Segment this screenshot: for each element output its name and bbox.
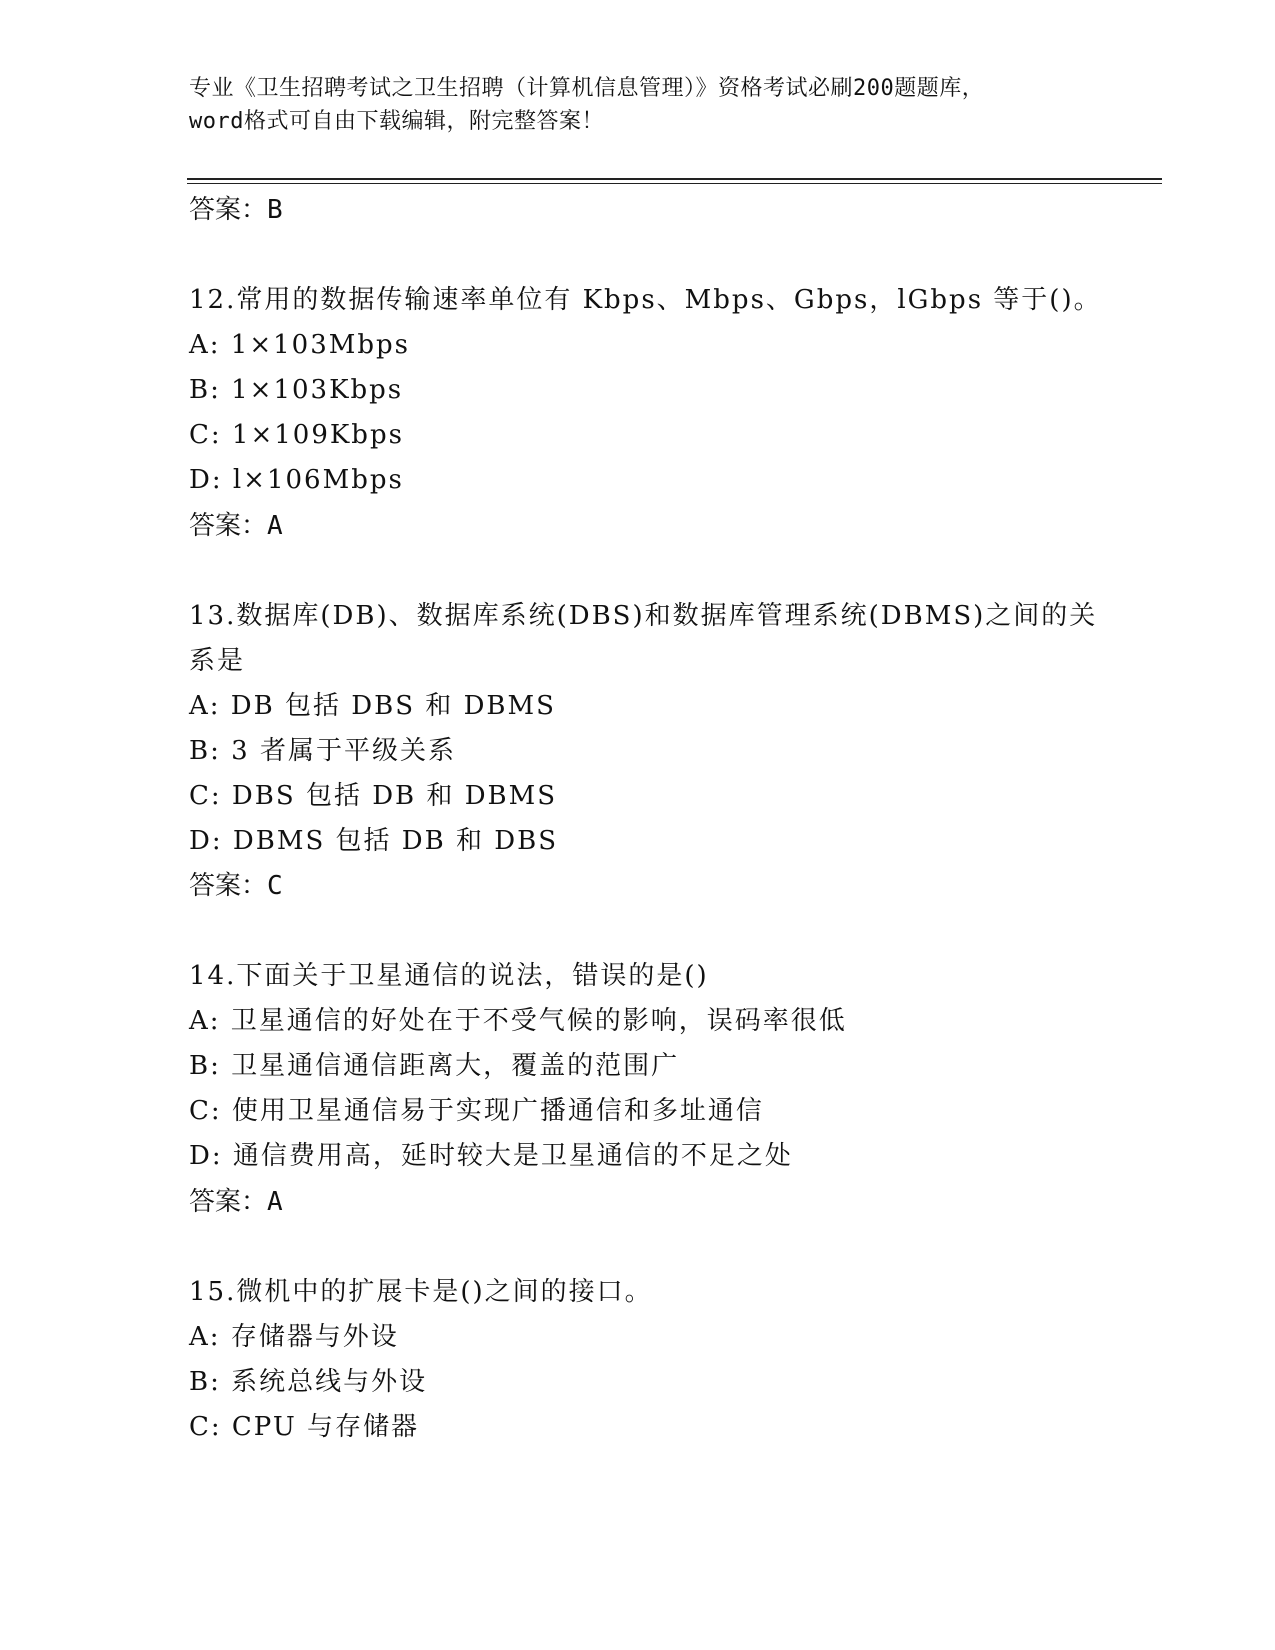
page-header [189, 72, 1089, 138]
question-13-option-a: A: DB 包括 DBS 和 DBMS [189, 691, 556, 721]
question-14-option-c: C: 使用卫星通信易于实现广播通信和多址通信 [189, 1096, 764, 1126]
question-14-option-b: B: 卫星通信通信距离大，覆盖的范围广 [189, 1051, 680, 1081]
question-13-option-c: C: DBS 包括 DB 和 DBMS [189, 781, 558, 811]
question-13-option-b: B: 3 者属于平级关系 [189, 736, 456, 766]
question-12-option-b: B: 1×103Kbps [189, 375, 404, 405]
question-12-option-c: C: 1×109Kbps [189, 420, 404, 450]
question-15-option-a: A: 存储器与外设 [189, 1322, 399, 1352]
question-15-stem: 15.微机中的扩展卡是()之间的接口。 [189, 1277, 653, 1307]
question-13-option-d: D: DBMS 包括 DB 和 DBS [189, 826, 559, 856]
question-12-answer: 答案：A [189, 511, 283, 541]
question-13-stem-line-1: 13.数据库(DB)、数据库系统(DBS)和数据库管理系统(DBMS)之间的关 [189, 601, 1098, 631]
header-divider [187, 178, 1162, 180]
question-13-answer: 答案：C [189, 871, 283, 901]
question-14-answer: 答案：A [189, 1187, 283, 1217]
question-12-stem: 12.常用的数据传输速率单位有 Kbps、Mbps、Gbps，lGbps 等于()。 [189, 285, 1102, 315]
question-15-option-b: B: 系统总线与外设 [189, 1367, 428, 1397]
question-12-option-a: A: 1×103Mbps [189, 330, 411, 360]
header-line-2: word格式可自由下载编辑，附完整答案！ [189, 109, 604, 134]
question-13-stem-line-2: 系是 [189, 646, 246, 676]
question-15-option-c: C: CPU 与存储器 [189, 1412, 420, 1442]
question-14-stem: 14.下面关于卫星通信的说法，错误的是() [189, 961, 709, 991]
question-14-option-d: D: 通信费用高，延时较大是卫星通信的不足之处 [189, 1141, 793, 1171]
header-divider-thin [187, 183, 1162, 184]
header-line-1: 专业《卫生招聘考试之卫生招聘（计算机信息管理）》资格考试必刷200题题库， [189, 76, 985, 101]
question-14-option-a: A: 卫星通信的好处在于不受气候的影响，误码率很低 [189, 1006, 847, 1036]
previous-answer: 答案：B [189, 195, 283, 225]
question-12-option-d: D: l×106Mbps [189, 465, 404, 495]
